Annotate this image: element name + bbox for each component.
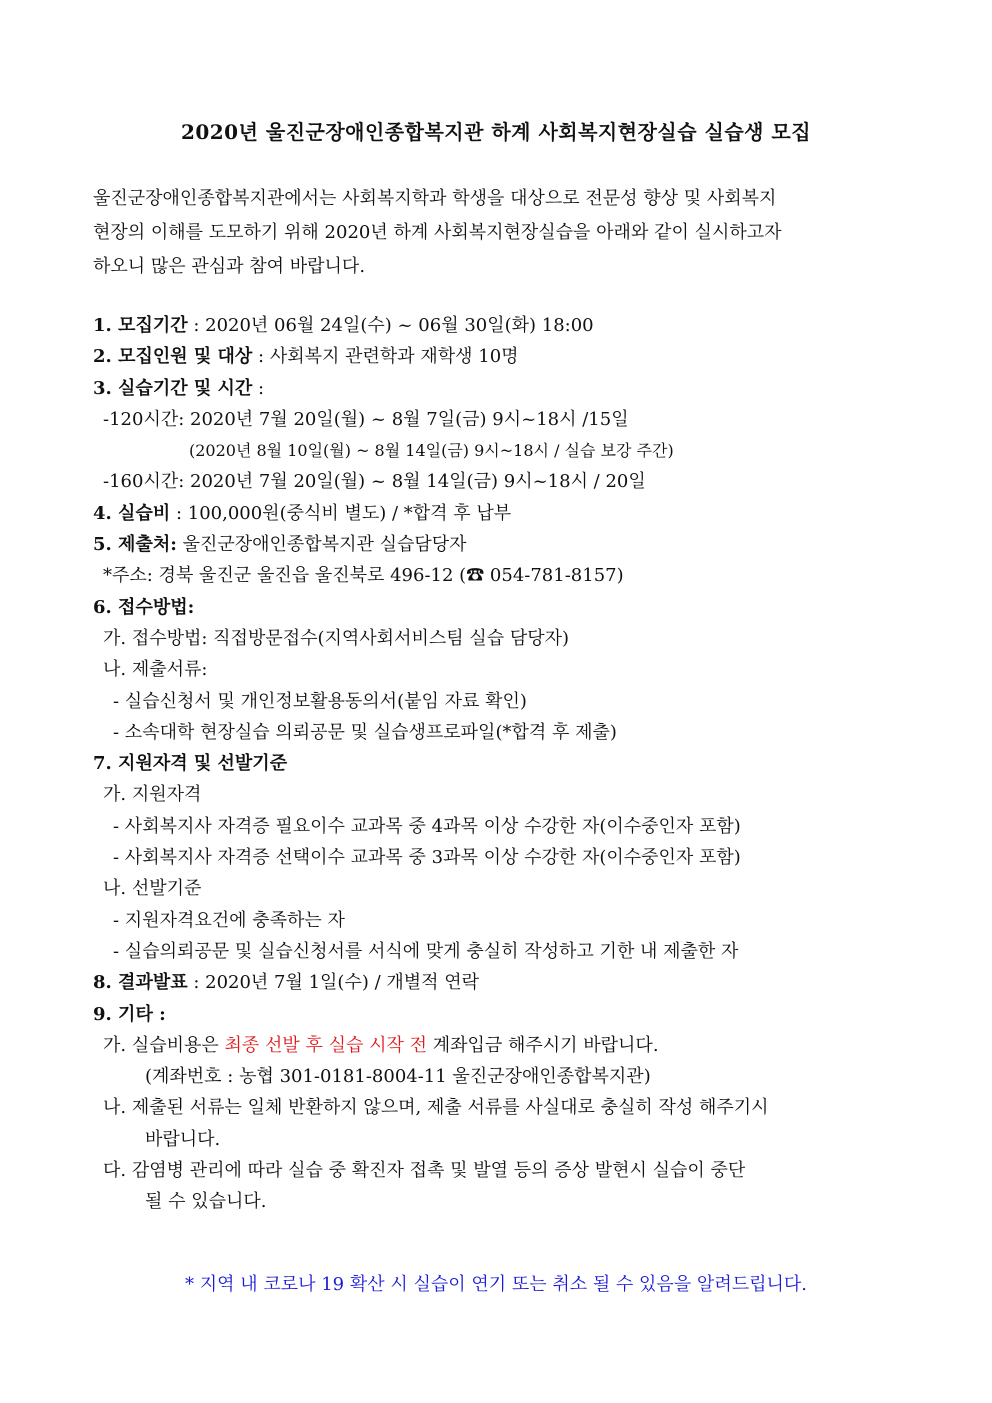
- item-etc: [93, 999, 899, 1030]
- item-eligibility: [93, 748, 899, 779]
- item-label: 3. 실습기간 및 시간: [93, 377, 253, 399]
- etc-account: (계좌번호 : 농협 301-0181-8004-11 울진군장애인종합복지관): [145, 1066, 651, 1088]
- intro-line: 현장의 이해를 도모하기 위해 2020년 하계 사회복지현장실습을 아래와 같이 실시하고자: [93, 222, 782, 243]
- notice-items: [93, 310, 899, 1218]
- item-fee: [93, 498, 899, 529]
- eligibility-b1: - 지원자격요건에 충족하는 자: [113, 909, 345, 931]
- etc-b: 나. 제출된 서류는 일체 반환하지 않으며, 제출 서류를 사실대로 충실히 작성 해주기시: [103, 1097, 769, 1119]
- item-label: 9. 기타 :: [93, 1003, 166, 1025]
- method-doc-1: - 실습신청서 및 개인정보활용동의서(붙임 자료 확인): [113, 690, 527, 712]
- eligibility-b2: - 실습의뢰공문 및 실습신청서를 서식에 맞게 충실히 작성하고 기한 내 제출한 자: [113, 940, 739, 962]
- method-a: 가. 접수방법: 직접방문접수(지역사회서비스팀 실습 담당자): [103, 627, 570, 649]
- practice-120h: -120시간: 2020년 7월 20일(월) ~ 8월 7일(금) 9시~18시 /15일: [103, 408, 629, 430]
- method-b: 나. 제출서류:: [103, 659, 208, 681]
- etc-c: 다. 감염병 관리에 따라 실습 중 확진자 접촉 및 발열 등의 증상 발현시 실습이 중단: [103, 1160, 746, 1182]
- eligibility-a: 가. 지원자격: [103, 784, 202, 806]
- intro-paragraph: [93, 182, 899, 284]
- etc-a: [93, 1030, 899, 1061]
- practice-160h: -160시간: 2020년 7월 20일(월) ~ 8월 14일(금) 9시~18시 / 20일: [103, 471, 646, 493]
- item-value: : 100,000원(중식비 별도) / *합격 후 납부: [170, 502, 512, 524]
- etc-a-text: 계좌입금 해주시기 바랍니다.: [427, 1034, 659, 1056]
- practice-makeup-week: (2020년 8월 10일(월) ~ 8월 14일(금) 9시~18시 / 실습 보강 주간): [189, 441, 674, 461]
- item-submit-to: [93, 529, 899, 560]
- intro-line: 울진군장애인종합복지관에서는 사회복지학과 학생을 대상으로 전문성 향상 및 사회복지: [93, 188, 777, 209]
- covid-notice: * 지역 내 코로나 19 확산 시 실습이 연기 또는 취소 될 수 있음을 알려드립니다.: [185, 1274, 807, 1295]
- item-recruit-target: [93, 341, 899, 372]
- item-label: 7. 지원자격 및 선발기준: [93, 753, 288, 775]
- item-value: : 사회복지 관련학과 재학생 10명: [252, 346, 519, 368]
- item-method: [93, 592, 899, 623]
- item-recruit-period: [93, 310, 899, 341]
- etc-c-cont: 될 수 있습니다.: [145, 1191, 267, 1213]
- etc-b-cont: 바랍니다.: [145, 1128, 221, 1150]
- item-label: 8. 결과발표: [93, 972, 188, 994]
- eligibility-a2: - 사회복지사 자격증 선택이수 교과목 중 3과목 이상 수강한 자(이수중인자 포함): [113, 847, 741, 869]
- item-label: 5. 제출처:: [93, 534, 177, 556]
- item-label: 6. 접수방법:: [93, 596, 195, 618]
- method-doc-2: - 소속대학 현장실습 의뢰공문 및 실습생프로파일(*합격 후 제출): [113, 721, 617, 743]
- item-label: 2. 모집인원 및 대상: [93, 346, 253, 368]
- item-value: 울진군장애인종합복지관 실습담당자: [176, 534, 467, 556]
- item-value: : 2020년 06월 24일(수) ~ 06월 30일(화) 18:00: [187, 315, 594, 336]
- eligibility-a1: - 사회복지사 자격증 필요이수 교과목 중 4과목 이상 수강한 자(이수중인자 포함): [113, 815, 741, 837]
- item-value: :: [252, 377, 265, 399]
- etc-a-text: 가. 실습비용은: [103, 1034, 225, 1056]
- eligibility-b: 나. 선발기준: [103, 878, 202, 900]
- item-label: 1. 모집기간: [93, 315, 188, 336]
- page-title: 2020년 울진군장애인종합복지관 하계 사회복지현장실습 실습생 모집: [180, 120, 812, 144]
- item-label: 4. 실습비: [93, 502, 171, 524]
- item-value: : 2020년 7월 1일(수) / 개별적 연락: [187, 972, 480, 994]
- intro-line: 하오니 많은 관심과 참여 바랍니다.: [93, 256, 366, 277]
- item-practice-period: [93, 373, 899, 404]
- address-line: *주소: 경북 울진군 울진읍 울진북로 496-12 (☎ 054-781-8157): [103, 565, 624, 587]
- etc-a-highlight: 최종 선발 후 실습 시작 전: [224, 1034, 427, 1056]
- item-result: [93, 967, 899, 998]
